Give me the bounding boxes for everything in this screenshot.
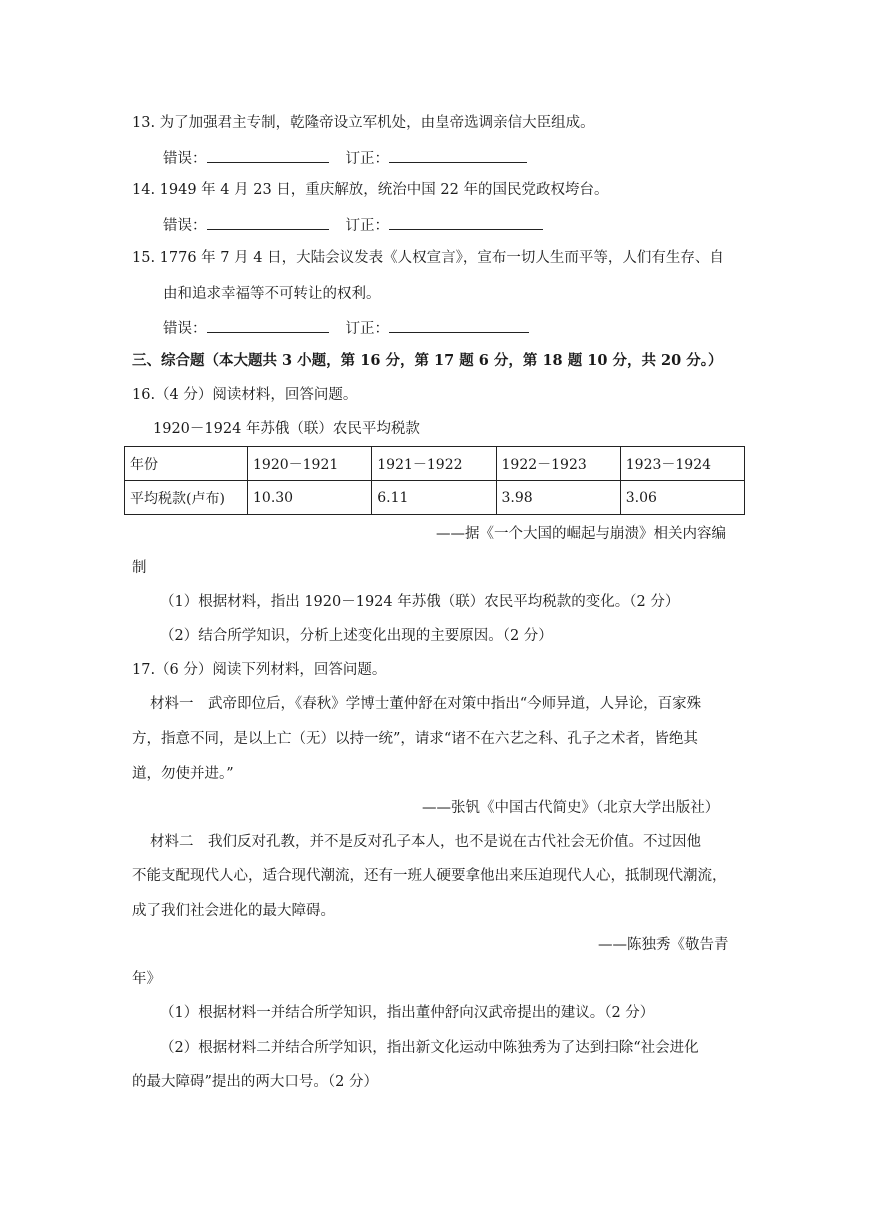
q14-error-label: 错误： [163, 218, 207, 234]
section3-heading: 三、综合题（本大题共 3 小题，第 16 分，第 17 题 6 分，第 18 题 10 分，共 20 分。） [132, 352, 723, 369]
q14-error-blank[interactable] [207, 215, 329, 230]
q13-correct-blank[interactable] [389, 148, 527, 163]
q13-answer-row [163, 148, 527, 168]
q15-answer-row [163, 318, 529, 338]
table-header-cell: 1921－1922 [372, 447, 496, 481]
q16-source-line1: ——据《一个大国的崛起与崩溃》相关内容编 [436, 526, 726, 542]
q17-subquestion-1: （1）根据材料一并结合所学知识，指出董仲舒向汉武帝提出的建议。（2 分） [160, 1005, 655, 1021]
q15-text-line2: 由和追求幸福等不可转让的权利。 [163, 286, 381, 302]
q17-material2-source-line2: 年》 [132, 971, 161, 987]
q17-material1-line2: 方，指意不同，是以上亡（无）以持一统”，请求“诸不在六艺之科、孔子之术者，皆绝其 [132, 731, 698, 747]
q14-correct-label: 订正： [345, 218, 389, 234]
q17-material1-line3: 道，勿使并进。” [132, 766, 234, 782]
q14-correct-blank[interactable] [389, 215, 543, 230]
q16-table-title: 1920－1924 年苏俄（联）农民平均税款 [153, 421, 420, 437]
q13-text: 13. 为了加强君主专制，乾隆帝设立军机处，由皇帝选调亲信大臣组成。 [132, 115, 595, 131]
q13-error-blank[interactable] [207, 148, 329, 163]
tax-table-header-row [125, 447, 745, 481]
table-cell: 6.11 [372, 481, 496, 515]
table-header-cell: 年份 [125, 447, 248, 481]
q17-material2-line3: 成了我们社会进化的最大障碍。 [132, 903, 335, 919]
tax-table [124, 446, 745, 515]
q16-intro: 16.（4 分）阅读材料，回答问题。 [132, 387, 358, 403]
q17-subquestion-2-line1: （2）根据材料二并结合所学知识，指出新文化运动中陈独秀为了达到扫除“社会进化 [160, 1040, 699, 1056]
q15-correct-blank[interactable] [389, 318, 529, 333]
table-cell: 3.98 [496, 481, 620, 515]
table-header-cell: 1923－1924 [620, 447, 744, 481]
q13-correct-label: 订正： [345, 151, 389, 167]
q15-correct-label: 订正： [345, 321, 389, 337]
q15-error-label: 错误： [163, 321, 207, 337]
table-cell: 10.30 [248, 481, 372, 515]
q17-intro: 17.（6 分）阅读下列材料，回答问题。 [132, 662, 387, 678]
q17-material1-source: ——张钒《中国古代简史》（北京大学出版社） [422, 800, 720, 816]
q15-error-blank[interactable] [207, 318, 329, 333]
q17-material2-line1: 材料二 我们反对孔教，并不是反对孔子本人，也不是说在古代社会无价值。不过因他 [150, 834, 701, 850]
q17-material1-line1: 材料一 武帝即位后，《春秋》学博士董仲舒在对策中指出“今师异道，人异论，百家殊 [150, 696, 702, 712]
table-header-cell: 1920－1921 [248, 447, 372, 481]
table-cell: 3.06 [620, 481, 744, 515]
q16-source-line2: 制 [132, 560, 147, 576]
q17-subquestion-2-line2: 的最大障碍”提出的两大口号。（2 分） [132, 1074, 378, 1090]
q13-error-label: 错误： [163, 151, 207, 167]
q15-text-line1: 15. 1776 年 7 月 4 日，大陆会议发表《人权宣言》，宣布一切人生而平等，人们有生存、自 [132, 250, 724, 266]
q17-material2-source-line1: ——陈独秀《敬告青 [598, 937, 729, 953]
q14-answer-row [163, 215, 543, 235]
table-cell: 平均税款(卢布) [125, 481, 248, 515]
table-header-cell: 1922－1923 [496, 447, 620, 481]
q14-text: 14. 1949 年 4 月 23 日，重庆解放，统治中国 22 年的国民党政权垮台。 [132, 182, 609, 198]
q16-subquestion-2: （2）结合所学知识，分析上述变化出现的主要原因。（2 分） [160, 628, 553, 644]
q16-subquestion-1: （1）根据材料，指出 1920－1924 年苏俄（联）农民平均税款的变化。（2 分） [160, 594, 680, 610]
tax-table-data-row [125, 481, 745, 515]
q17-material2-line2: 不能支配现代人心，适合现代潮流，还有一班人硬要拿他出来压迫现代人心，抵制现代潮流， [132, 868, 727, 884]
